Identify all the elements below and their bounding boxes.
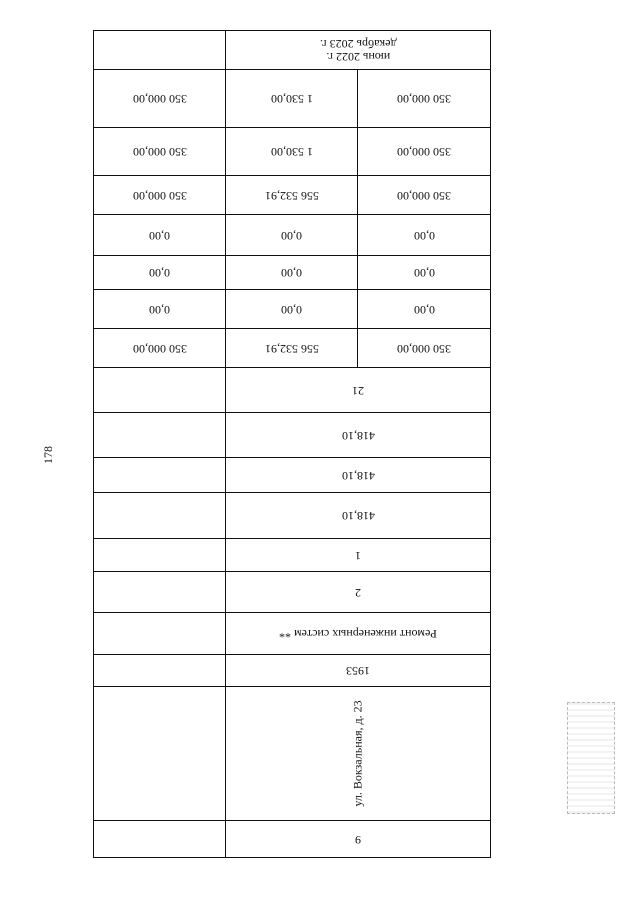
- faint-stamp: [567, 702, 615, 814]
- work-type-cell: Ремонт инженерных систем **: [279, 627, 437, 641]
- area-cell: 418,10: [341, 468, 375, 483]
- quantity-empty-cell: [94, 368, 226, 412]
- money-cell: 350 000,00: [94, 128, 226, 175]
- area-row-1: [94, 413, 490, 458]
- number-row: [94, 821, 490, 857]
- work-type-empty-cell: [94, 613, 226, 654]
- count-empty-cell: [94, 539, 226, 571]
- money-cell: 1 530,00: [226, 70, 358, 127]
- area-empty-cell: [94, 458, 226, 492]
- year-cell: 1953: [346, 664, 370, 678]
- area-empty-cell: [94, 413, 226, 457]
- money-cell: 556 532,91: [226, 176, 358, 214]
- money-cell: 556 532,91: [226, 329, 358, 367]
- money-row-5: [94, 256, 490, 290]
- period-end: декабрь 2023 г.: [319, 37, 397, 51]
- year-row: [94, 655, 490, 687]
- address-cell: ул. Вокзальная, д. 23: [350, 700, 365, 807]
- money-cell: 0,00: [226, 256, 358, 289]
- money-cell: 0,00: [94, 215, 226, 255]
- area-cell: 418,10: [341, 509, 375, 523]
- work-type-row: [94, 613, 490, 655]
- money-row-2: [94, 128, 490, 176]
- number-cell: 9: [355, 832, 361, 847]
- area-cell: 418,10: [341, 428, 375, 443]
- money-cell: 0,00: [413, 228, 435, 243]
- count-cell: 2: [355, 585, 361, 600]
- money-cell: 0,00: [226, 290, 358, 328]
- address-empty-cell: [94, 687, 226, 820]
- address-row: [94, 687, 490, 821]
- money-row-3: [94, 176, 490, 215]
- area-row-2: [94, 458, 490, 493]
- count-row-2: [94, 572, 490, 613]
- money-row-1: [94, 70, 490, 128]
- money-row-7: [94, 329, 490, 368]
- money-row-6: [94, 290, 490, 329]
- count-row-1: [94, 539, 490, 572]
- year-empty-cell: [94, 655, 226, 686]
- number-empty-cell: [94, 821, 226, 857]
- area-empty-cell: [94, 493, 226, 538]
- period-start: июнь 2022 г.: [326, 50, 390, 64]
- money-cell: 350 000,00: [397, 188, 451, 203]
- money-cell: 0,00: [413, 266, 435, 280]
- money-cell: 350 000,00: [397, 145, 451, 159]
- document-table: [93, 30, 491, 858]
- count-empty-cell: [94, 572, 226, 612]
- money-cell: 350 000,00: [397, 341, 451, 356]
- count-cell: 1: [355, 548, 361, 563]
- money-cell: 350 000,00: [397, 92, 451, 106]
- money-cell: 1 530,00: [226, 128, 358, 175]
- money-cell: 0,00: [413, 302, 435, 317]
- money-cell: 0,00: [226, 215, 358, 255]
- money-row-4: [94, 215, 490, 256]
- period-empty-cell: [94, 31, 226, 69]
- quantity-cell: 21: [352, 383, 364, 398]
- period-cell: [226, 31, 490, 69]
- period-row: [94, 31, 490, 70]
- quantity-row: [94, 368, 490, 413]
- money-cell: 350 000,00: [94, 176, 226, 214]
- money-cell: 350 000,00: [94, 70, 226, 127]
- page-number: 178: [41, 446, 55, 464]
- money-cell: 350 000,00: [94, 329, 226, 367]
- money-cell: 0,00: [94, 290, 226, 328]
- area-row-3: [94, 493, 490, 539]
- money-cell: 0,00: [94, 256, 226, 289]
